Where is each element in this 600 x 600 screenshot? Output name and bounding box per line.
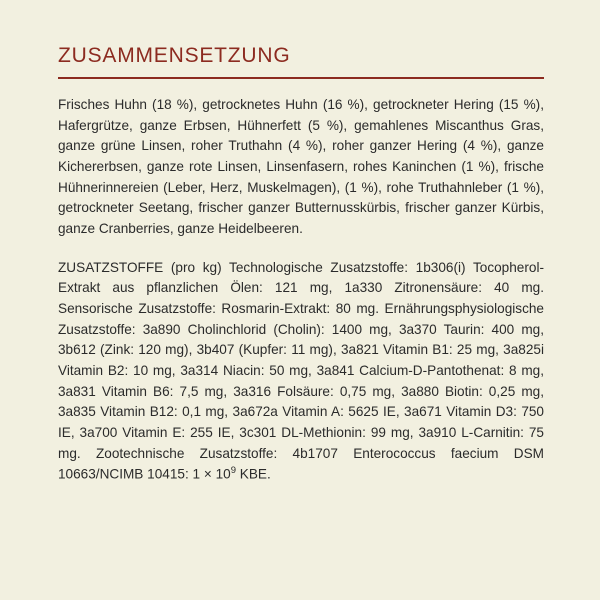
page-title: ZUSAMMENSETZUNG — [58, 44, 291, 67]
additives-text-part-1: ZUSATZSTOFFE (pro kg) Technologische Zusatzstoffe: 1b306(i) Tocopherol-Extrakt aus pflanzlichen Ölen: 121 mg, 1a330 Zitronensäure: 40 mg. Sensorische Zusatzstoffe: Rosmarin-Extrakt: 80 mg. Ernährungsphysiologische Zusatzstoffe: 3a890 Cholinchlorid (Cholin): 1400 mg, 3a370 Taurin: 400 mg, 3b612 (Zink: 120 mg), 3b407 (Kupfer: 11 mg), 3a821 Vitamin B1: 25 mg, 3a825i Vitamin B2: 10 mg, 3a314 Niacin: 50 mg, 3a841 Calcium-D-Pantothenat: 8 mg, 3a831 Vitamin B6: 7,5 mg, 3a316 Folsäure: 0,75 mg, 3a880 Biotin: 0,25 mg, 3a835 Vitamin B12: 0,1 mg, 3a672a Vitamin A: 5625 IE, 3a671 Vitamin D3: 750 IE, 3a700 Vitamin E: 255 IE, 3c301 DL-Methionin: 99 mg, 3a910 L-Carnitin: 75 mg. Zootechnische Zusatzstoffe: 4b1707 Enterococcus faecium DSM 10663/NCIMB 10415: 1 × 10 — [58, 259, 544, 482]
title-divider — [58, 77, 544, 79]
composition-paragraph: Frisches Huhn (18 %), getrocknetes Huhn (16 %), getrockneter Hering (15 %), Hafergrütze, ganze Erbsen, Hühnerfett (5 %), gemahlenes Miscanthus Gras, ganze grüne Linsen, roher Truthahn (4 %), roher ganzer Hering (4 %), ganze Kichererbsen, ganze rote Linsen, Linsenfasern, rohes Kaninchen (1 %), frische Hühnerinnereien (Leber, Herz, Muskelmagen), (1 %), rohe Truthahnleber (1 %), getrockneter Seetang, frischer ganzer Butternusskürbis, frischer ganzer Kürbis, ganze Cranberries, ganze Heidelbeeren. — [58, 97, 544, 237]
additives-text-part-2: KBE. — [235, 466, 271, 482]
additives-paragraph — [58, 258, 544, 486]
additives-exponent: 9 — [230, 465, 236, 477]
